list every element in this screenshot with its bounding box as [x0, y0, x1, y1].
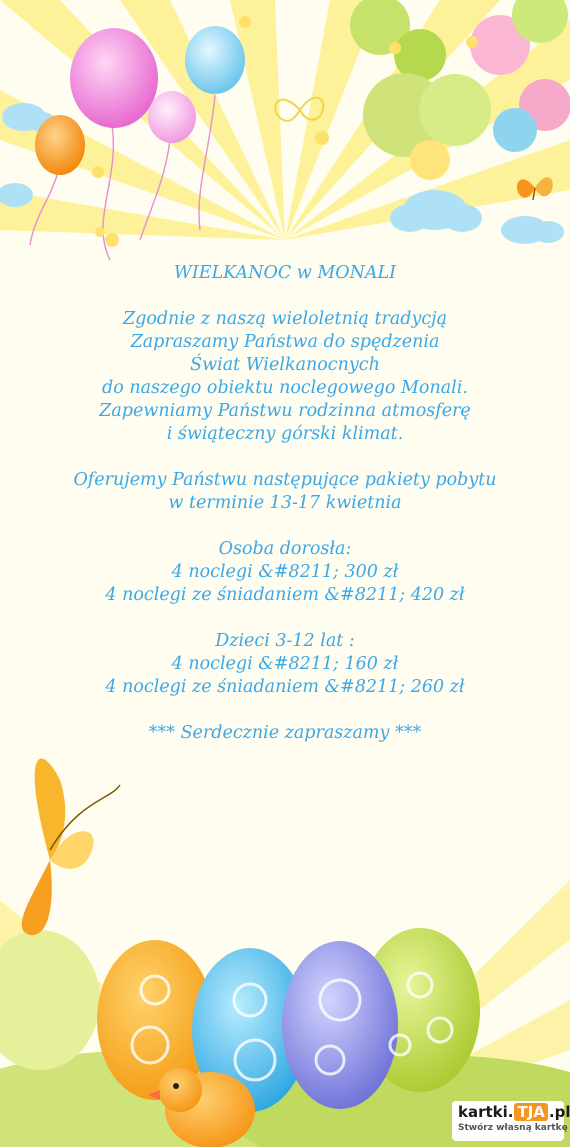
big-butterfly-icon — [22, 759, 120, 936]
message-line: Świat Wielkanocnych — [190, 355, 380, 375]
message-line: 4 noclegi ze śniadaniem &#8211; 420 zł — [105, 585, 465, 605]
message-line: do naszego obiektu noclegowego Monali. — [102, 378, 468, 398]
message-line: Oferujemy Państwu następujące pakiety pobytu — [73, 470, 497, 490]
message-line: Zapewniamy Państwu rodzinna atmosferę — [99, 401, 471, 421]
message-line: 4 noclegi &#8211; 160 zł — [171, 654, 399, 674]
message-line: *** Serdecznie zapraszamy *** — [148, 723, 422, 743]
blue-balloon — [185, 26, 245, 94]
message-line — [0, 699, 570, 722]
violet-egg — [282, 941, 398, 1109]
message-line: Osoba dorosła: — [218, 539, 352, 559]
message-line: Dzieci 3-12 lat : — [215, 631, 355, 651]
light-pink-balloon — [148, 91, 196, 143]
message-line: 4 noclegi ze śniadaniem &#8211; 260 zł — [105, 677, 465, 697]
message-line: w terminie 13-17 kwietnia — [168, 493, 402, 513]
message-line: 4 noclegi &#8211; 300 zł — [171, 562, 399, 582]
easter-eggs — [97, 928, 480, 1112]
message-line: Zapraszamy Państwa do spędzenia — [130, 332, 440, 352]
brand-logo[interactable] — [452, 1101, 570, 1141]
message-line — [0, 285, 570, 308]
pink-balloon — [70, 28, 158, 128]
brand-name: kartki. TJA .pl — [458, 1103, 570, 1121]
message-title: WIELKANOC w MONALI — [173, 263, 397, 283]
message-line — [0, 607, 570, 630]
message-line: i świąteczny górski klimat. — [166, 424, 404, 444]
orange-balloon — [35, 115, 85, 175]
message-line — [0, 446, 570, 469]
invitation-message — [0, 262, 570, 745]
message-line — [0, 515, 570, 538]
message-line: Zgodnie z naszą wieloletnią tradycją — [122, 309, 448, 329]
brand-tagline: Stwórz własną kartkę — [458, 1123, 568, 1133]
